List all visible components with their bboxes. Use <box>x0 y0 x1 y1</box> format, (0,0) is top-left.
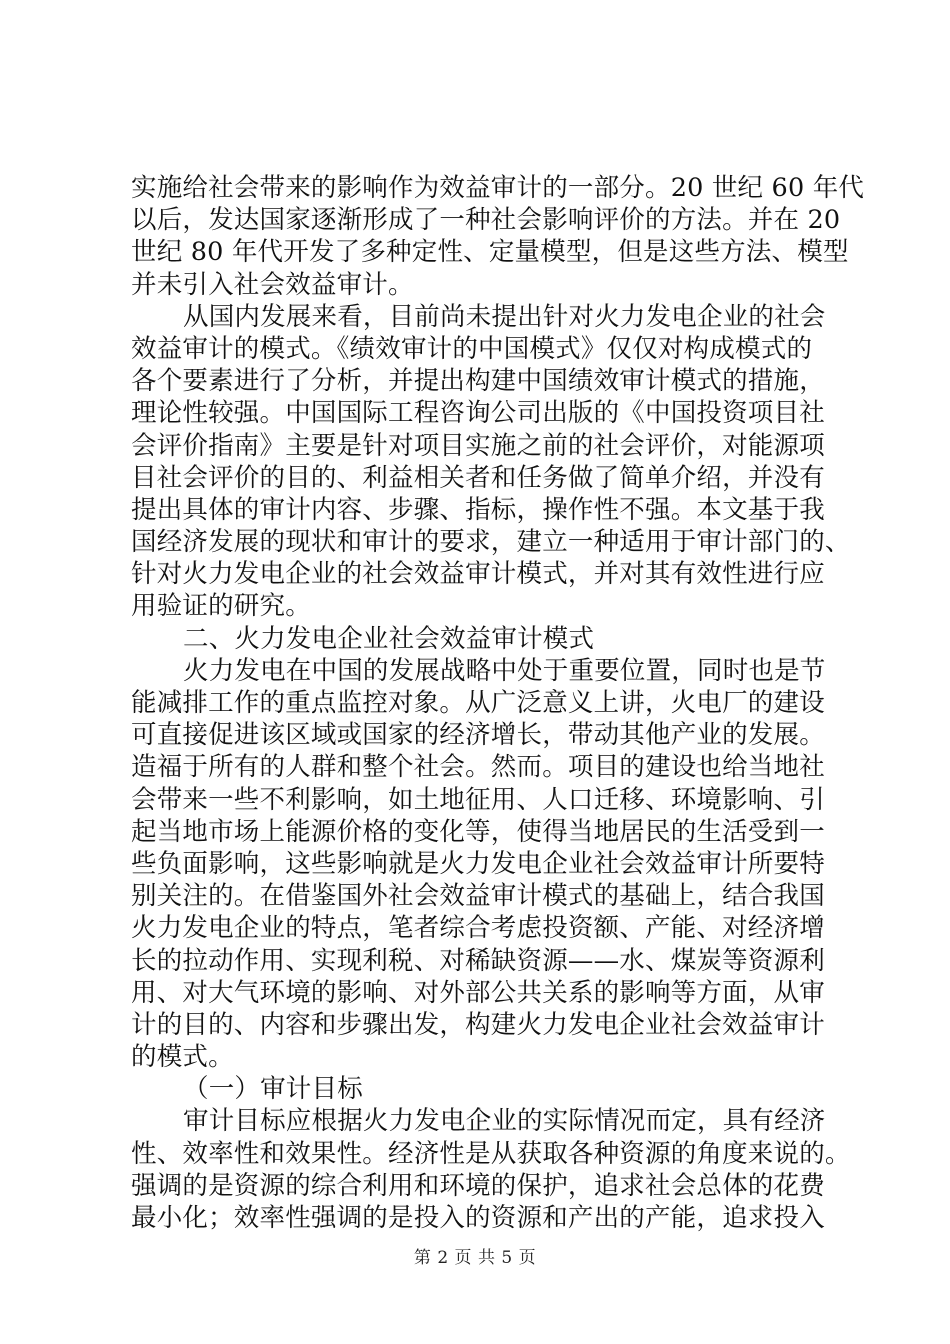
text-line: 会评价指南》主要是针对项目实施之前的社会评价，对能源项 <box>131 430 825 461</box>
text-line: 性、效率性和效果性。经济性是从获取各种资源的角度来说的。 <box>131 1138 851 1169</box>
text-line: 以后，发达国家逐渐形成了一种社会影响评价的方法。并在 20 <box>131 205 841 236</box>
text-line: 长的拉动作用、实现利税、对稀缺资源——水、煤炭等资源利 <box>131 945 825 976</box>
text-line: 世纪 80 年代开发了多种定性、定量模型，但是这些方法、模型 <box>131 237 849 268</box>
text-line: 火力发电在中国的发展战略中处于重要位置，同时也是节 <box>183 655 826 686</box>
subsection-heading: （一）审计目标 <box>183 1074 363 1105</box>
section-heading: 二、火力发电企业社会效益审计模式 <box>183 623 595 654</box>
text-line: 并未引入社会效益审计。 <box>131 269 414 300</box>
text-line: 国经济发展的现状和审计的要求，建立一种适用于审计部门的、 <box>131 527 851 558</box>
text-line: 用、对大气环境的影响、对外部公共关系的影响等方面，从审 <box>131 977 825 1008</box>
text-line: 从国内发展来看，目前尚未提出针对火力发电企业的社会 <box>183 301 826 332</box>
text-line: 提出具体的审计内容、步骤、指标，操作性不强。本文基于我 <box>131 494 825 525</box>
text-line: 别关注的。在借鉴国外社会效益审计模式的基础上，结合我国 <box>131 881 825 912</box>
text-line: 各个要素进行了分析，并提出构建中国绩效审计模式的措施， <box>131 366 825 397</box>
text-line: 审计目标应根据火力发电企业的实际情况而定，具有经济 <box>183 1106 826 1137</box>
text-line: 可直接促进该区域或国家的经济增长，带动其他产业的发展。 <box>131 720 825 751</box>
text-line: 会带来一些不利影响，如土地征用、人口迁移、环境影响、引 <box>131 784 825 815</box>
text-line: 实施给社会带来的影响作为效益审计的一部分。20 世纪 60 年代 <box>131 173 865 203</box>
text-line: 用验证的研究。 <box>131 591 311 622</box>
text-line: 的模式。 <box>131 1042 234 1073</box>
text-line: 目社会评价的目的、利益相关者和任务做了简单介绍，并没有 <box>131 462 825 493</box>
text-line: 造福于所有的人群和整个社会。然而。项目的建设也给当地社 <box>131 752 825 783</box>
text-line: 强调的是资源的综合利用和环境的保护，追求社会总体的花费 <box>131 1170 825 1201</box>
text-line: 理论性较强。中国国际工程咨询公司出版的《中国投资项目社 <box>131 398 825 429</box>
text-line: 针对火力发电企业的社会效益审计模式，并对其有效性进行应 <box>131 559 825 590</box>
body-text <box>131 172 865 1234</box>
text-line: 计的目的、内容和步骤出发，构建火力发电企业社会效益审计 <box>131 1009 825 1040</box>
text-line: 些负面影响，这些影响就是火力发电企业社会效益审计所要特 <box>131 848 825 879</box>
text-line: 起当地市场上能源价格的变化等，使得当地居民的生活受到一 <box>131 816 825 847</box>
text-line: 能减排工作的重点监控对象。从广泛意义上讲，火电厂的建设 <box>131 688 825 718</box>
text-line: 火力发电企业的特点，笔者综合考虑投资额、产能、对经济增 <box>131 913 825 944</box>
page-footer: 第 2 页 共 5 页 <box>413 1248 537 1268</box>
text-line: 效益审计的模式。《绩效审计的中国模式》仅仅对构成模式的 <box>131 333 813 364</box>
text-line: 最小化；效率性强调的是投入的资源和产出的产能，追求投入 <box>131 1203 825 1233</box>
